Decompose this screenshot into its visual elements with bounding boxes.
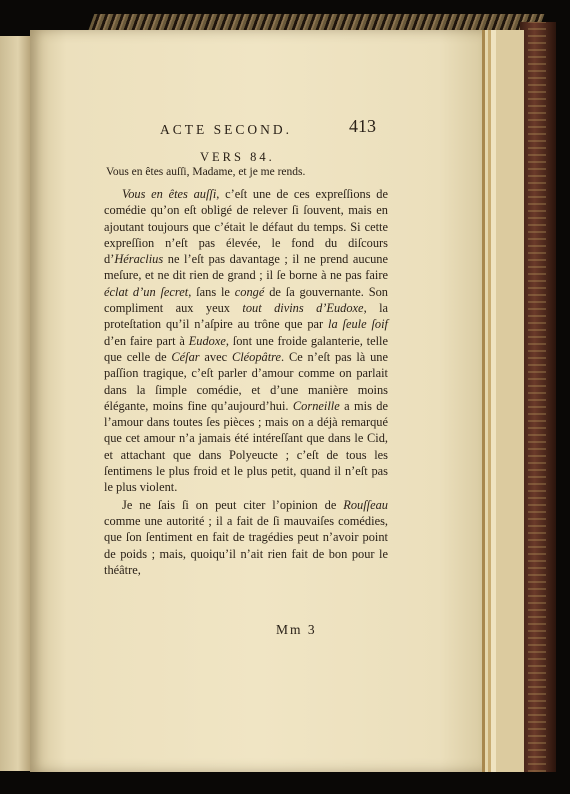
text-run: , ſont une froide galanterie, telle que celle de: [104, 333, 388, 364]
italic-run: Céſar: [171, 349, 200, 364]
paragraph-2: [104, 497, 388, 578]
text-run: Je ne ſais ſi on peut citer l’opinion de: [122, 497, 344, 512]
italic-run: Corneille: [292, 398, 340, 413]
text-run: comme une autorité ; il a fait de ſi mauvaiſes comédies, que ſon ſentiment en fait de tragédies peut n’avoir point de poids ; mais, quoiqu’il n’ait rien fait de bon pour le théâtre,: [104, 513, 388, 577]
left-page-edge: [0, 36, 30, 771]
text-run: , la proteſtation qu’il n’aſpire au trône que par: [104, 301, 389, 332]
text-run: d’en faire part à: [104, 333, 189, 348]
quoted-verse: Vous en êtes auſſi, Madame, et je me rends.: [106, 166, 306, 178]
book-cover-edge: [520, 22, 556, 772]
italic-run: Rouſſeau: [343, 497, 388, 512]
text-run: , c’eſt une de ces expreſſions de comédie qu’on eſt obligé de relever ſi ſouvent, mais en ajoutant toujours que c’était le défaut du temps. Si cette expreſſion n’eſt pas élevée, le fond du diſcours d’: [104, 187, 388, 267]
text-run: avec: [199, 349, 232, 364]
verse-heading: VERS 84.: [200, 150, 275, 164]
italic-run: la ſeule ſoif: [328, 317, 388, 332]
commentary-body: [104, 186, 388, 578]
paragraph-1: [104, 186, 388, 496]
italic-run: Héraclius: [114, 252, 164, 267]
italic-run: tout divins d’Eudoxe: [242, 301, 364, 316]
italic-run: Cléopâtre: [231, 349, 282, 364]
text-run: de ſa gouvernante. Son compliment aux yeux: [104, 284, 389, 316]
text-run: . Ce n’eſt pas là une paſſion tragique, c’eſt parler d’amour comme on parlait dans la ſimple comédie, et d’une manière moins élégante, moins fine qu’aujourd’hui.: [104, 349, 388, 413]
text-run: , ſans le: [188, 284, 235, 299]
signature-mark: Mm 3: [276, 622, 317, 637]
italic-run: Vous en êtes auſſi: [122, 187, 217, 201]
page-number: 413: [349, 116, 376, 136]
italic-run: éclat d’un ſecret: [104, 284, 189, 299]
text-run: a mis de l’amour dans toutes ſes pièces ; mais on a déjà remarqué que cet amour n’a jamais été intéreſſant que dans le Cid, et attachant que dans Polyeucte ; c’eſt de tous les ſentimens le plus froid et le plus petit, quand il n’eſt pas le plus violent.: [104, 398, 389, 495]
text-run: ne l’eſt pas davantage ; il ne prend aucune meſure, et ne dit rien de grand ; il ſe borne à ne pas faire: [104, 252, 388, 283]
italic-run: congé: [234, 284, 265, 299]
page-stack-edge: [482, 30, 524, 772]
italic-run: Eudoxe: [188, 333, 226, 348]
running-head: ACTE SECOND.: [160, 122, 293, 137]
